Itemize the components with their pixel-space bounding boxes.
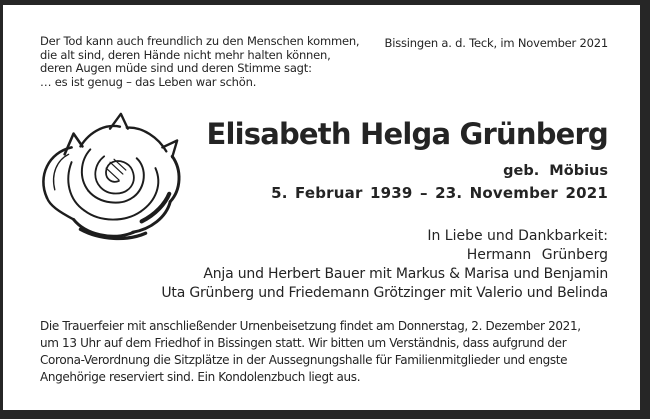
poem-line: die alt sind, deren Hände nicht mehr halten können,: [40, 47, 331, 62]
poem-line: deren Augen müde sind und deren Stimme sagt:: [40, 61, 312, 76]
deceased-name: Elisabeth Helga Grünberg: [206, 117, 608, 151]
mourner-line: Uta Grünberg und Friedemann Grötzinger mit Valerio und Belinda: [161, 285, 608, 301]
mourner-line: Anja und Herbert Bauer mit Markus & Marisa und Benjamin: [203, 266, 608, 282]
life-dates: 5. Februar 1939 – 23. November 2021: [271, 184, 608, 202]
mourning-intro: In Liebe und Dankbarkeit:: [427, 228, 608, 244]
place-and-date: Bissingen a. d. Teck, im November 2021: [384, 36, 608, 50]
funeral-line: Corona-Verordnung die Sitzplätze in der Aussegnungshalle für Familienmitglieder und engste: [40, 352, 568, 367]
poem-line: Der Tod kann auch freundlich zu den Menschen kommen,: [40, 34, 360, 48]
funeral-line: Angehörige reserviert sind. Ein Kondolenzbuch liegt aus.: [40, 369, 361, 384]
poem-line: … es ist genug – das Leben war schön.: [40, 74, 257, 89]
funeral-line: Die Trauerfeier mit anschließender Urnenbeisetzung findet am Donnerstag, 2. Dezember 2021,: [40, 319, 581, 333]
funeral-line: um 13 Uhr auf dem Friedhof in Bissingen statt. Wir bitten um Verständnis, dass aufgrund der: [40, 335, 567, 350]
mourner-line: Hermann Grünberg: [466, 247, 608, 263]
funeral-details: [40, 318, 581, 386]
obituary-card: [3, 5, 640, 410]
maiden-name: geb. Möbius: [503, 163, 608, 179]
rose-icon: [25, 103, 205, 253]
poem-text: [40, 35, 359, 89]
